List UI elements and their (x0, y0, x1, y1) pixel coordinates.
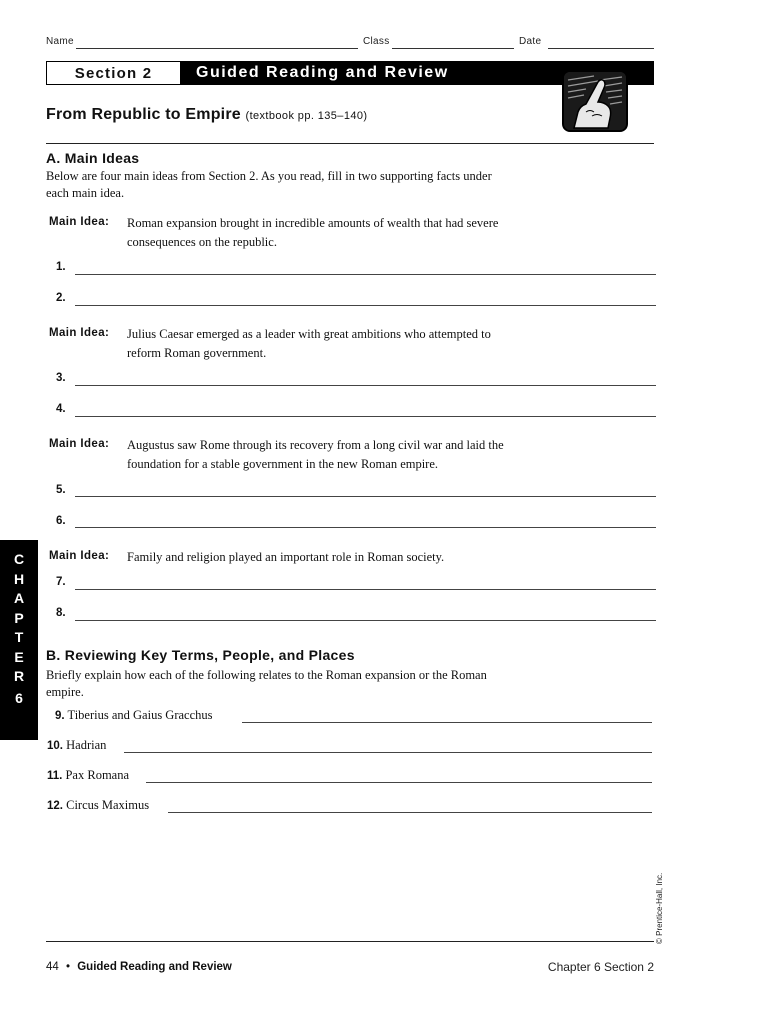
main-idea-label: Main Idea: (49, 438, 110, 450)
answer-line-8[interactable] (75, 620, 656, 621)
answer-number: 8. (56, 607, 66, 619)
answer-number: 1. (56, 261, 66, 273)
term-12-answer-line[interactable] (168, 812, 652, 813)
answer-line-3[interactable] (75, 385, 656, 386)
answer-number: 3. (56, 372, 66, 384)
footer-chapter-section: Chapter 6 Section 2 (547, 960, 654, 974)
main-idea-4-line-1: Family and religion played an important role in Roman society. (127, 550, 445, 564)
part-a-instructions-line-2: each main idea. (46, 186, 125, 200)
class-label: Class (363, 36, 390, 47)
term-9: 9. Tiberius and Gaius Gracchus (55, 708, 213, 722)
term-12: 12. Circus Maximus (47, 798, 150, 812)
title-divider (46, 143, 654, 144)
main-idea-label: Main Idea: (49, 550, 110, 562)
term-10-answer-line[interactable] (124, 752, 652, 753)
main-idea-3-line-2: foundation for a stable government in the new Roman empire. (127, 457, 439, 471)
term-11: 11. Pax Romana (47, 768, 130, 782)
main-idea-2-line-1: Julius Caesar emerged as a leader with great ambitions who attempted to (127, 327, 491, 341)
answer-line-2[interactable] (75, 305, 656, 306)
answer-line-1[interactable] (75, 274, 656, 275)
name-label: Name (46, 36, 74, 47)
answer-number: 7. (56, 576, 66, 588)
answer-line-6[interactable] (75, 527, 656, 528)
answer-line-7[interactable] (75, 589, 656, 590)
main-idea-1-line-2: consequences on the republic. (127, 235, 277, 249)
title-main: From Republic to Empire (46, 106, 241, 123)
answer-line-5[interactable] (75, 496, 656, 497)
date-label: Date (519, 36, 542, 47)
banner-heading: Guided Reading and Review (180, 62, 653, 84)
title-pages: (textbook pp. 135–140) (245, 110, 368, 122)
side-tab-letter: T (14, 629, 24, 645)
copyright-notice: © Prentice-Hall, Inc. (655, 872, 664, 944)
page-title (46, 106, 367, 124)
chapter-side-tab (0, 540, 38, 740)
part-a-instructions-line-1: Below are four main ideas from Section 2. As you read, fill in two supporting facts under (46, 169, 492, 183)
main-idea-1-line-1: Roman expansion brought in incredible amounts of wealth that had severe (127, 216, 499, 230)
main-idea-label: Main Idea: (49, 216, 110, 228)
side-tab-letter: A (13, 590, 25, 606)
part-b-instructions-line-2: empire. (46, 685, 84, 699)
part-b-heading: B. Reviewing Key Terms, People, and Places (46, 647, 355, 663)
term-9-answer-line[interactable] (242, 722, 652, 723)
answer-number: 5. (56, 484, 66, 496)
date-field[interactable] (548, 48, 654, 49)
class-field[interactable] (392, 48, 514, 49)
footer-left (46, 961, 232, 973)
term-10: 10. Hadrian (47, 738, 107, 752)
section-number: Section 2 (74, 64, 153, 82)
side-tab-letter: E (14, 648, 24, 665)
main-idea-label: Main Idea: (49, 327, 110, 339)
answer-number: 4. (56, 403, 66, 415)
answer-number: 6. (56, 515, 66, 527)
footer-divider (46, 941, 654, 942)
side-tab-letter: R (13, 668, 25, 684)
main-idea-2-line-2: reform Roman government. (127, 346, 267, 360)
part-a-heading: A. Main Ideas (46, 150, 140, 166)
name-field[interactable] (76, 48, 358, 49)
answer-line-4[interactable] (75, 416, 656, 417)
book-title: Guided Reading and Review (77, 961, 232, 973)
side-tab-letter: P (14, 609, 24, 626)
side-tab-letter: C (13, 551, 25, 567)
main-idea-3-line-1: Augustus saw Rome through its recovery from a long civil war and laid the (127, 438, 504, 452)
reading-hand-logo-icon (562, 70, 628, 132)
side-tab-number: 6 (15, 689, 23, 706)
answer-number: 2. (56, 292, 66, 304)
term-11-answer-line[interactable] (146, 782, 652, 783)
part-b-instructions-line-1: Briefly explain how each of the following relates to the Roman expansion or the Roman (46, 668, 487, 682)
side-tab-letter: H (13, 570, 25, 587)
footer-bullet: • (66, 961, 71, 973)
page-number: 44 (46, 961, 59, 973)
